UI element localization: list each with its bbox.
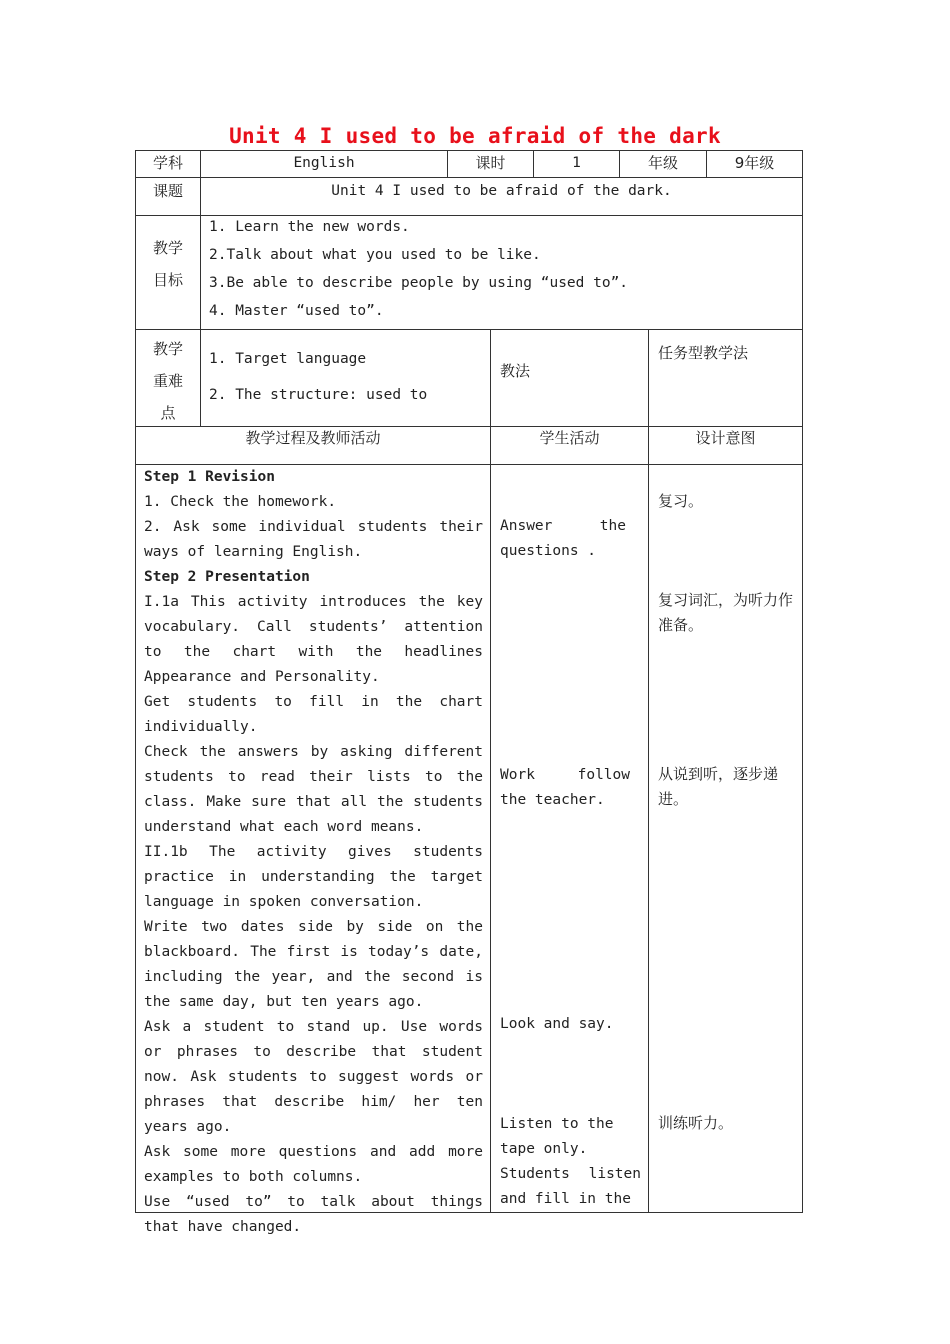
process-paragraph: 2. Ask some individual students their ways of learning English.: [144, 519, 483, 560]
student-activity: Answer the questions .: [500, 518, 626, 559]
design-intent: 复习词汇，为听力作准备。: [658, 591, 794, 634]
process-paragraph: Use “used to” to talk about things that have changed.: [144, 1194, 483, 1235]
process-paragraph: Check the answers by asking different students to read their lists to the class. Make sure that all the students understand what each word means.: [144, 744, 483, 835]
process-paragraph: Ask some more questions and add more examples to both columns.: [144, 1144, 483, 1185]
header-process: 教学过程及教师活动: [245, 429, 381, 447]
objective-item: 1. Learn the new words.: [209, 219, 410, 235]
process-paragraph: Write two dates side by side on the blackboard. The first is today’s date, including the year, and the second is the same day, but ten years ago.: [144, 919, 483, 1010]
v-line: [802, 150, 803, 1213]
v-line: [490, 329, 491, 1213]
objectives-label: [136, 232, 200, 296]
student-activity: Listen to the tape only.: [500, 1116, 614, 1157]
process-paragraph: II.1b The activity gives students practice in understanding the target language in spoken conversation.: [144, 844, 483, 910]
grade-label: 年级: [647, 154, 678, 172]
subject-value: English: [293, 155, 355, 171]
objectives-list: [209, 213, 799, 325]
header-student: 学生活动: [539, 429, 600, 447]
period-value: 1: [572, 155, 581, 171]
step-title: Step 1 Revision: [144, 469, 275, 485]
student-activity: Students listen and fill in the: [500, 1166, 641, 1207]
v-line: [135, 150, 136, 1213]
method-value: 任务型教学法: [658, 344, 749, 362]
header-design: 设计意图: [695, 429, 756, 447]
process-paragraph: Get students to fill in the chart individually.: [144, 694, 483, 735]
objectives-label-line: 教学: [152, 239, 183, 257]
subject-label: 学科: [152, 154, 183, 172]
h-line: [135, 329, 803, 330]
design-intent: 复习。: [658, 492, 704, 510]
key-points-label-line: 重难: [152, 372, 183, 390]
key-points-label-line: 点: [160, 404, 176, 422]
period-label: 课时: [475, 154, 506, 172]
method-label: 教法: [500, 362, 531, 380]
process-paragraph: 1. Check the homework.: [144, 494, 337, 510]
v-line: [648, 329, 649, 1213]
key-point-item: 2. The structure: used to: [209, 387, 428, 403]
objective-item: 4. Master “used to”.: [209, 303, 384, 319]
design-intent: 从说到听，逐步递进。: [658, 765, 779, 808]
topic-label: 课题: [152, 182, 183, 200]
objective-item: 3.Be able to describe people by using “used to”.: [209, 275, 629, 291]
objective-item: 2.Talk about what you used to be like.: [209, 247, 541, 263]
h-line: [135, 177, 803, 178]
student-activity: Look and say.: [500, 1016, 614, 1032]
key-point-item: 1. Target language: [209, 351, 367, 367]
design-intent: 训练听力。: [658, 1114, 734, 1132]
page-title: Unit 4 I used to be afraid of the dark: [229, 124, 721, 148]
topic-value: Unit 4 I used to be afraid of the dark.: [331, 183, 672, 199]
grade-value: 9年级: [734, 154, 775, 172]
step-title: Step 2 Presentation: [144, 569, 310, 585]
key-points-label-line: 教学: [152, 340, 183, 358]
student-activity: Work follow the teacher.: [500, 767, 630, 808]
key-points-list: [209, 341, 487, 413]
process-paragraph: Ask a student to stand up. Use words or phrases to describe that student now. Ask students to suggest words or phrases that describe him/ her ten years ago.: [144, 1019, 483, 1135]
objectives-label-line: 目标: [152, 271, 183, 289]
process-column: [144, 465, 483, 1240]
key-points-label: [136, 333, 200, 429]
process-paragraph: I.1a This activity introduces the key vocabulary. Call students’ attention to the chart with the headlines Appearance and Personality.: [144, 594, 483, 685]
